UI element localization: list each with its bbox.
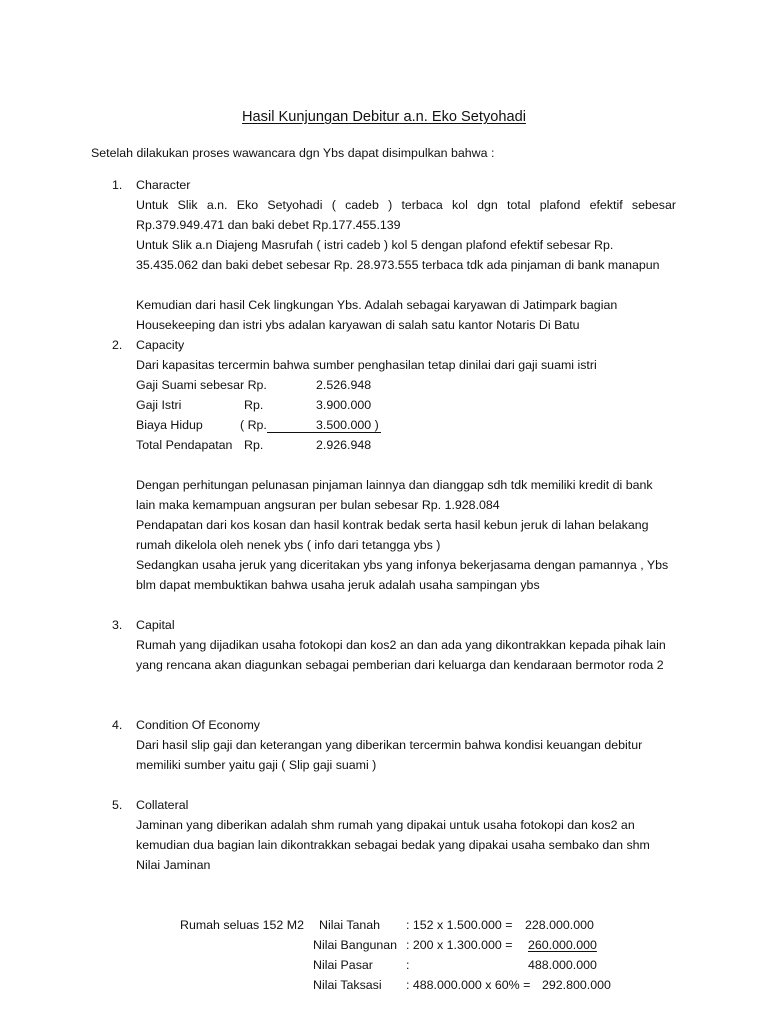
valuation-label: Nilai Pasar (313, 958, 373, 972)
section-number: 3. (112, 618, 123, 632)
income-label: Gaji Suami sebesar Rp. (136, 378, 267, 392)
paragraph-line: Sedangkan usaha jeruk yang diceritakan ybs yang infonya bekerjasama dengan pamannya , Ybs (136, 558, 669, 572)
section-number: 2. (112, 338, 123, 352)
paragraph-line: 35.435.062 dan baki debet sebesar Rp. 28.973.555 terbaca tdk ada pinjaman di bank manapun (136, 258, 660, 272)
valuation-value: 260.000.000 (528, 938, 597, 952)
income-value: 2.926.948 (316, 438, 372, 452)
paragraph-line: Dari hasil slip gaji dan keterangan yang diberikan tercermin bahwa kondisi keuangan debitur (136, 738, 643, 752)
valuation-calc: : (406, 958, 410, 972)
paragraph-line: Nilai Jaminan (136, 858, 211, 872)
valuation-value: 488.000.000 (528, 958, 597, 972)
paragraph-line: blm dapat membuktikan bahwa usaha jeruk adalah usaha sampingan ybs (136, 578, 540, 592)
paragraph-line: rumah dikelola oleh nenek ybs ( info dari tetangga ybs ) (136, 538, 441, 552)
valuation-calc: : 488.000.000 x 60% = (406, 978, 531, 992)
section-heading-capital: Capital (136, 618, 175, 632)
income-currency: Rp. (244, 398, 264, 412)
paragraph-line: Pendapatan dari kos kosan dan hasil kontrak bedak serta hasil kebun jeruk di lahan belakang (136, 518, 649, 532)
paragraph-line: Rumah yang dijadikan usaha fotokopi dan kos2 an dan ada yang dikontrakkan kepada pihak lain (136, 638, 666, 652)
income-currency: ( Rp. (240, 418, 267, 432)
section-heading-collateral: Collateral (136, 798, 189, 812)
paragraph-line: kemudian dua bagian lain dikontrakkan sebagai bedak yang dipakai usaha sembako dan shm (136, 838, 650, 852)
income-value: 2.526.948 (316, 378, 372, 392)
income-currency: Rp. (244, 438, 264, 452)
section-heading-condition: Condition Of Economy (136, 718, 260, 732)
valuation-label: Nilai Tanah (319, 918, 381, 932)
valuation-calc: : 200 x 1.300.000 = (406, 938, 513, 952)
property-description: Rumah seluas 152 M2 (180, 918, 304, 932)
paragraph-line: Jaminan yang diberikan adalah shm rumah yang dipakai untuk usaha fotokopi dan kos2 an (136, 818, 635, 832)
income-label: Total Pendapatan (136, 438, 233, 452)
income-value: 3.500.000 ) (316, 418, 379, 432)
intro-text: Setelah dilakukan proses wawancara dgn Ybs dapat disimpulkan bahwa : (91, 146, 495, 160)
paragraph-line: Untuk Slik a.n Diajeng Masrufah ( istri cadeb ) kol 5 dengan plafond efektif sebesar Rp. (136, 238, 614, 252)
income-value: 3.900.000 (316, 398, 372, 412)
paragraph-line: Housekeeping dan istri ybs adalan karyawan di salah satu kantor Notaris Di Batu (136, 318, 580, 332)
section-number: 5. (112, 798, 123, 812)
paragraph-line: Rp.379.949.471 dan baki debet Rp.177.455.139 (136, 218, 401, 232)
section-heading-character: Character (136, 178, 191, 192)
paragraph-line: Untuk Slik a.n. Eko Setyohadi ( cadeb ) terbaca kol dgn total plafond efektif sebesar (136, 198, 676, 212)
valuation-value: 228.000.000 (525, 918, 594, 932)
valuation-label: Nilai Bangunan (313, 938, 398, 952)
income-label: Biaya Hidup (136, 418, 203, 432)
paragraph-line: Kemudian dari hasil Cek lingkungan Ybs. Adalah sebagai karyawan di Jatimpark bagian (136, 298, 618, 312)
page-title: Hasil Kunjungan Debitur a.n. Eko Setyohadi (242, 109, 526, 125)
valuation-label: Nilai Taksasi (313, 978, 382, 992)
section-number: 1. (112, 178, 123, 192)
section-number: 4. (112, 718, 123, 732)
paragraph-line: Dari kapasitas tercermin bahwa sumber penghasilan tetap dinilai dari gaji suami istri (136, 358, 597, 372)
paragraph-line: lain maka kemampuan angsuran per bulan sebesar Rp. 1.928.084 (136, 498, 500, 512)
paragraph-line: Dengan perhitungan pelunasan pinjaman lainnya dan dianggap sdh tdk memiliki kredit di bank (136, 478, 653, 492)
income-label: Gaji Istri (136, 398, 182, 412)
paragraph-line: yang rencana akan diagunkan sebagai pemberian dari keluarga dan kendaraan bermotor roda 2 (136, 658, 664, 672)
valuation-value: 292.800.000 (542, 978, 611, 992)
section-heading-capacity: Capacity (136, 338, 185, 352)
valuation-calc: : 152 x 1.500.000 = (406, 918, 513, 932)
paragraph-line: memiliki sumber yaitu gaji ( Slip gaji suami ) (136, 758, 377, 772)
